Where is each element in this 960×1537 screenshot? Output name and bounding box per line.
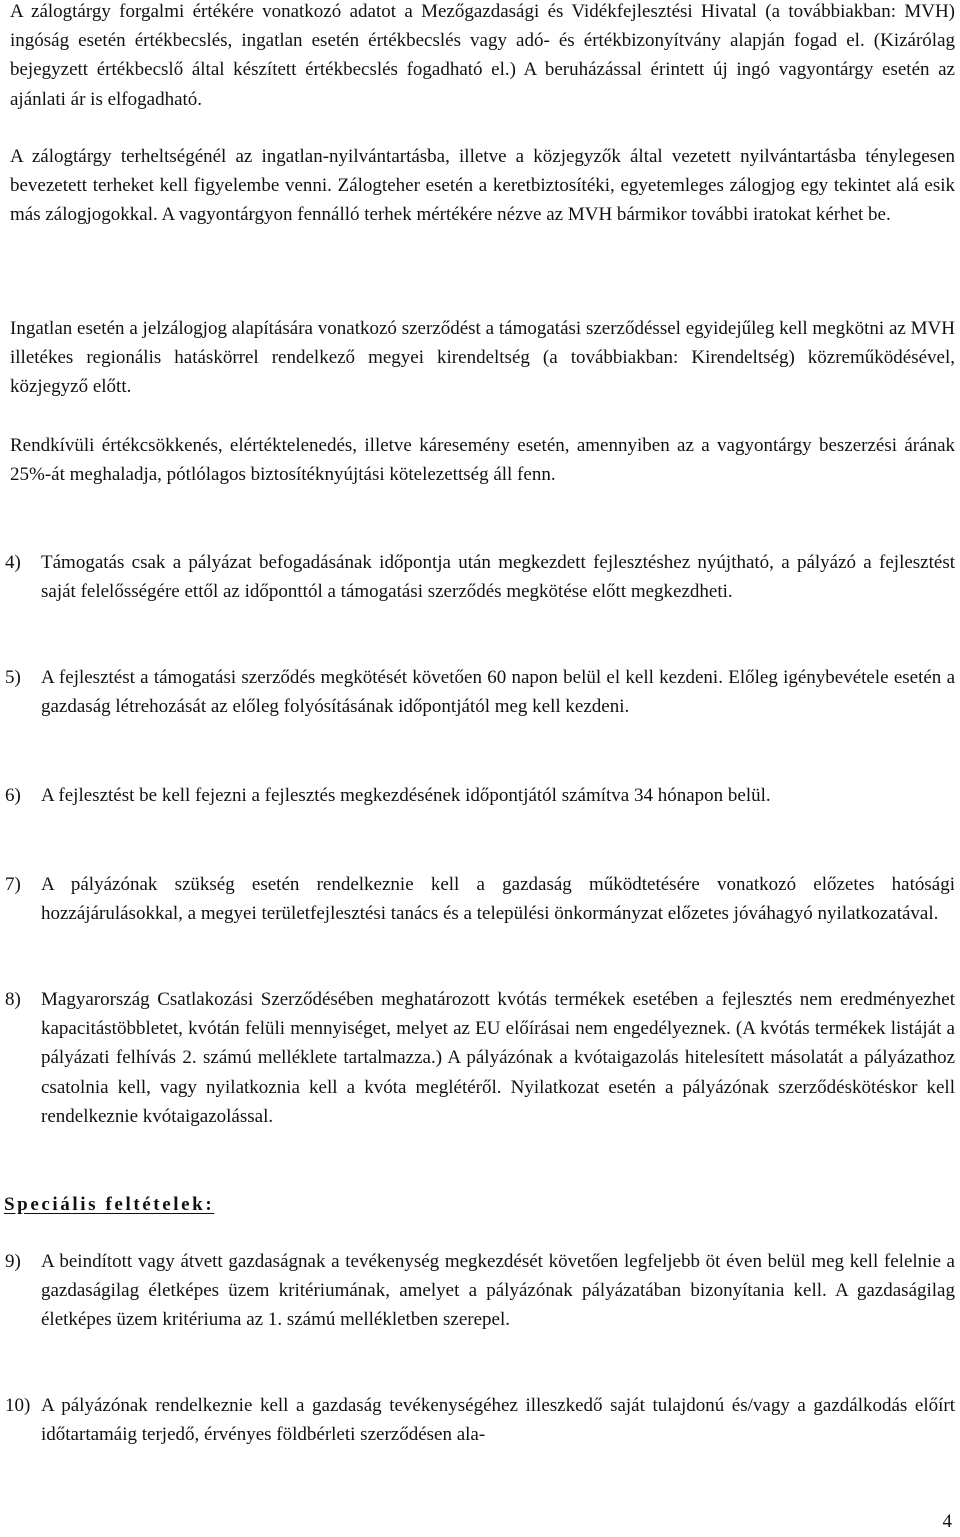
list-item-text: Támogatás csak a pályázat befogadásának időpontja után megkezdett fejlesztéshez nyújtható, a pályázó a fejlesztést saját felelősségére ettől az időponttól a támogatási szerződés megkötése előtt megkezdheti. [41,552,955,603]
paragraph-collateral-value: A zálogtárgy forgalmi értékére vonatkozó adatot a Mezőgazdasági és Vidékfejlesztési Hivatal (a továbbiakban: MVH) ingóság esetén értékbecslés, ingatlan esetén értékbecslés vagy adó- és értékbizonyítvány alapján fogad el. (Kizárólag bejegyzett értékbecslő által készített értékbecslés fogadható el.) A beruházással érintett új ingó vagyontárgy esetén az ajánlati ár is elfogadható. [10,1,955,110]
list-item-number: 10) [5,1395,31,1416]
list-item-8 [5,985,955,1131]
list-item-number: 7) [5,874,21,895]
list-item-number: 4) [5,552,21,573]
list-item-text: A pályázónak szükség esetén rendelkeznie kell a gazdaság működtetésére vonatkozó előzetes hatósági hozzájárulásokkal, a megyei területfejlesztési tanács és a települési önkormányzat előzetes jóváhagyó nyilatkozatával. [41,874,955,925]
list-item-text: A fejlesztést a támogatási szerződés megkötését követően 60 napon belül el kell kezdeni. Előleg igénybevétele esetén a gazdaság létrehozását az előleg folyósításának időpontjától meg kell kezdeni. [41,667,955,718]
list-item-text: A pályázónak rendelkeznie kell a gazdaság tevékenységéhez illeszkedő saját tulajdonú és/vagy a gazdálkodás előírt időtartamáig terjedő, érvényes földbérleti szerződésen ala- [41,1395,955,1446]
list-item-text: Magyarország Csatlakozási Szerződésében meghatározott kvótás termékek esetében a fejlesztés nem eredményezhet kapacitástöbbletet, kvótán felüli mennyiséget, melyet az EU előírásai nem engedélyeznek. (A kvótás termékek listáját a pályázati felhívás 2. számú melléklete tartalmazza.) A pályázónak a kvótaigazolás hitelesített másolatát a pályázathoz csatolnia kell, vagy nyilatkoznia kell a kvóta meglétéről. Nyilatkozat esetén a pályázónak szerződéskötéskor kell rendelkeznie kvótaigazolással. [41,989,955,1127]
list-item-number: 5) [5,667,21,688]
list-item-text: A beindított vagy átvett gazdaságnak a tevékenység megkezdését követően legfeljebb öt éven belül meg kell felelnie a gazdaságilag életképes üzem kritériumának, amelyet a pályázónak pályázatában bizonyítania kell. A gazdaságilag életképes üzem kritériuma az 1. számú mellékletben szerepel. [41,1251,955,1331]
list-item-6 [5,781,955,810]
paragraph-depreciation: Rendkívüli értékcsökkenés, elértéktelenedés, illetve káresemény esetén, amennyiben az a vagyontárgy beszerzési árának 25%-át meghaladja, pótlólagos biztosítéknyújtási kötelezettség áll fenn. [10,435,955,486]
list-item-number: 9) [5,1251,21,1272]
list-item-7 [5,870,955,928]
list-item-5 [5,663,955,721]
paragraph-collateral-burden: A zálogtárgy terheltségénél az ingatlan-nyilvántartásba, illetve a közjegyzők által vezetett nyilvántartásba ténylegesen bevezetett terheket kell figyelembe venni. Zálogteher esetén a keretbiztosítéki, egyetemleges zálogjog egy tekintet alá esik más zálogjogokkal. A vagyontárgyon fennálló terhek mértékére nézve az MVH bármikor további iratokat kérhet be. [10,146,955,226]
paragraph-mortgage-contract: Ingatlan esetén a jelzálogjog alapítására vonatkozó szerződést a támogatási szerződéssel egyidejűleg kell megkötni az MVH illetékes regionális hatáskörrel rendelkező megyei kirendeltség (a továbbiakban: Kirendeltség) közreműködésével, közjegyző előtt. [10,318,955,398]
list-item-text: A fejlesztést be kell fejezni a fejlesztés megkezdésének időpontjától számítva 34 hónapon belül. [41,785,771,806]
page-number: 4 [942,1511,952,1532]
list-item-number: 8) [5,989,21,1010]
list-item-10 [5,1391,955,1449]
list-item-number: 6) [5,785,21,806]
list-item-4 [5,548,955,606]
special-conditions-heading: Speciális feltételek: [4,1194,215,1215]
list-item-9 [5,1247,955,1335]
